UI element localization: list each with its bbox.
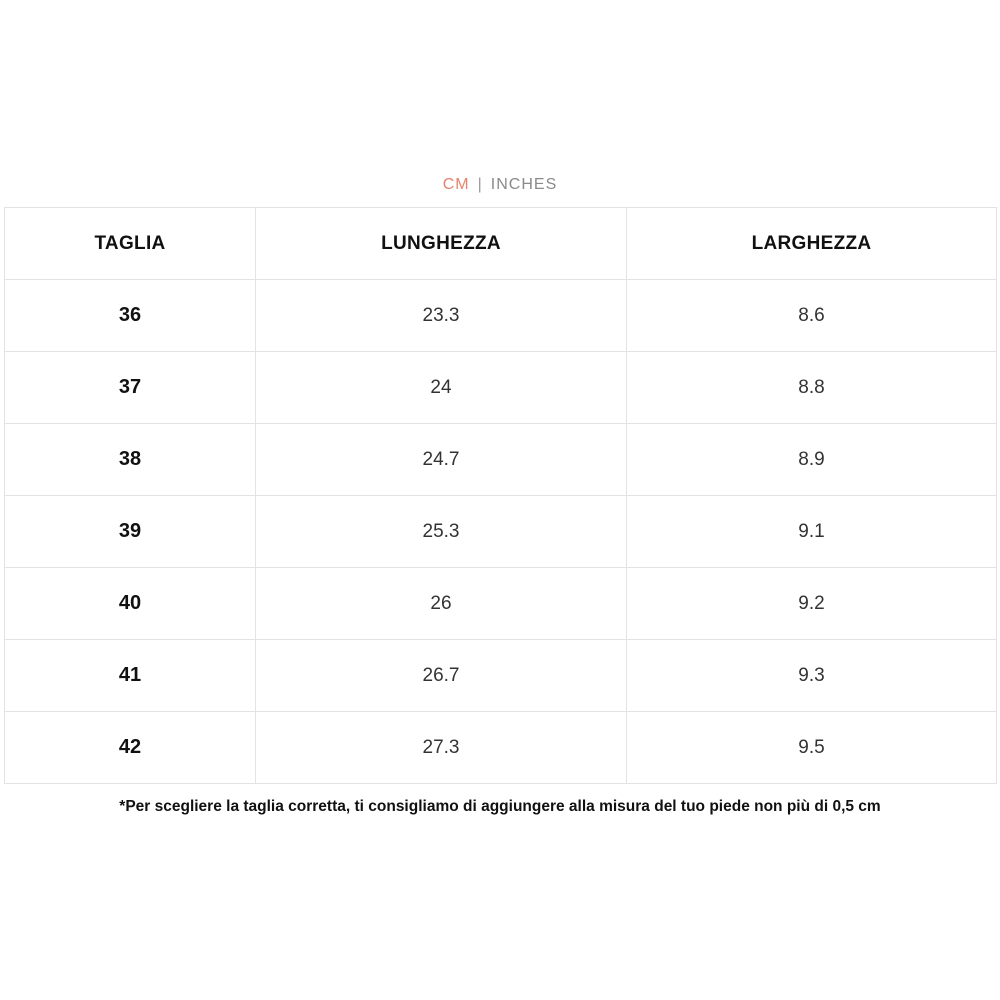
table-row xyxy=(5,352,997,424)
length-cell: 26.7 xyxy=(256,640,627,712)
size-cell: 42 xyxy=(5,712,256,784)
size-cell: 38 xyxy=(5,424,256,496)
table-row xyxy=(5,640,997,712)
length-cell: 24.7 xyxy=(256,424,627,496)
size-cell: 36 xyxy=(5,280,256,352)
width-cell: 8.6 xyxy=(627,280,997,352)
width-cell: 9.5 xyxy=(627,712,997,784)
table-row xyxy=(5,424,997,496)
length-cell: 27.3 xyxy=(256,712,627,784)
width-cell: 8.9 xyxy=(627,424,997,496)
size-cell: 41 xyxy=(5,640,256,712)
width-cell: 8.8 xyxy=(627,352,997,424)
length-cell: 23.3 xyxy=(256,280,627,352)
header-larghezza: LARGHEZZA xyxy=(627,208,997,280)
width-cell: 9.2 xyxy=(627,568,997,640)
unit-toggle xyxy=(0,174,1000,196)
table-header-row xyxy=(5,208,997,280)
header-taglia: TAGLIA xyxy=(5,208,256,280)
unit-separator: | xyxy=(477,176,483,193)
header-lunghezza: LUNGHEZZA xyxy=(256,208,627,280)
size-cell: 39 xyxy=(5,496,256,568)
size-cell: 37 xyxy=(5,352,256,424)
table-row xyxy=(5,280,997,352)
unit-cm-tab[interactable]: CM xyxy=(442,176,470,193)
length-cell: 25.3 xyxy=(256,496,627,568)
table-row xyxy=(5,712,997,784)
length-cell: 26 xyxy=(256,568,627,640)
size-chart-table xyxy=(4,207,997,784)
table-row xyxy=(5,496,997,568)
size-cell: 40 xyxy=(5,568,256,640)
length-cell: 24 xyxy=(256,352,627,424)
size-advice-footnote: *Per scegliere la taglia corretta, ti consigliamo di aggiungere alla misura del tuo piede non più di 0,5 cm xyxy=(119,798,881,815)
table-row xyxy=(5,568,997,640)
width-cell: 9.1 xyxy=(627,496,997,568)
width-cell: 9.3 xyxy=(627,640,997,712)
unit-inches-tab[interactable]: INCHES xyxy=(490,176,558,193)
